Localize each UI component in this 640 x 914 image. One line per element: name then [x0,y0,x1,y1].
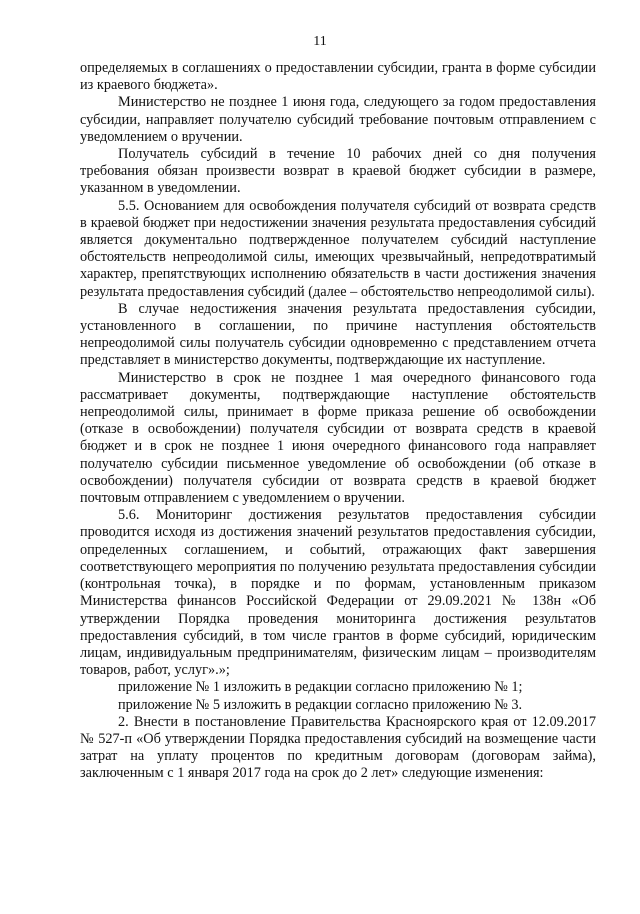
paragraph: В случае недостижения значения результата предоставления субсидии, установленного в соглашении, по причине наступления обстоятельств непреодолимой силы получатель субсидии одновременно с представлением отчета представляет в министерство документы, подтверждающие их наступление. [80,300,596,369]
paragraph: 5.5. Основанием для освобождения получателя субсидий от возврата средств в краевой бюджет при недостижении значения результата предоставления субсидий является документально подтвержденное получателем субсидий наступление обстоятельств непреодолимой силы, имеющих чрезвычайный, непредотвратимый характер, препятствующих исполнению обязательств в части достижения значения результата предоставления субсидий (далее – обстоятельство непреодолимой силы). [80,197,596,300]
paragraph: приложение № 1 изложить в редакции согласно приложению № 1; [118,679,523,696]
paragraph: приложение № 5 изложить в редакции согласно приложению № 3. [118,696,523,713]
paragraph: Министерство в срок не позднее 1 мая очередного финансового года рассматривает документы, подтверждающие наступление обстоятельств непреодолимой силы, принимает в форме приказа решение об освобождении (отказе в освобождении) получателя субсидии от возврата средств в краевой бюджет и в срок не позднее 1 июня очередного финансового года направляет получателю субсидии письменное уведомление об освобождении (об отказе в освобождении) получателя субсидии от возврата средств в краевой бюджет почтовым отправлением с уведомлением о вручении. [80,369,596,507]
paragraph: Министерство не позднее 1 июня года, следующего за годом предоставления субсидии, направляет получателю субсидий требование почтовым отправлением с уведомлением о вручении. [80,94,596,145]
page-number: 11 [313,34,327,49]
paragraph: определяемых в соглашениях о предоставлении субсидии, гранта в форме субсидии из краевого бюджета». [80,60,596,94]
paragraph: Получатель субсидий в течение 10 рабочих дней со дня получения требования обязан произвести возврат в краевой бюджет субсидии в размере, указанном в уведомлении. [80,146,596,197]
document-body [80,60,596,783]
paragraph: 5.6. Мониторинг достижения результатов предоставления субсидии проводится исходя из достижения значений результатов предоставления субсидии, определенных соглашением, и событий, отражающих факт завершения соответствующего мероприятия по получению результата предоставления субсидии (контрольная точка), в порядке и по формам, установленным приказом Министерства финансов Российской Федерации от 29.09.2021 № 138н «Об утверждении Порядка проведения мониторинга достижения результатов предоставления субсидий, в том числе грантов в форме субсидий, юридическим лицам, индивидуальным предпринимателям, физическим лицам – производителям товаров, работ, услуг».»; [80,507,596,679]
paragraph: 2. Внести в постановление Правительства Красноярского края от 12.09.2017 № 527-п «Об утверждении Порядка предоставления субсидий на возмещение части затрат на уплату процентов по кредитным договорам (договорам займа), заключенным с 1 января 2017 года на срок до 2 лет» следующие изменения: [80,713,596,782]
